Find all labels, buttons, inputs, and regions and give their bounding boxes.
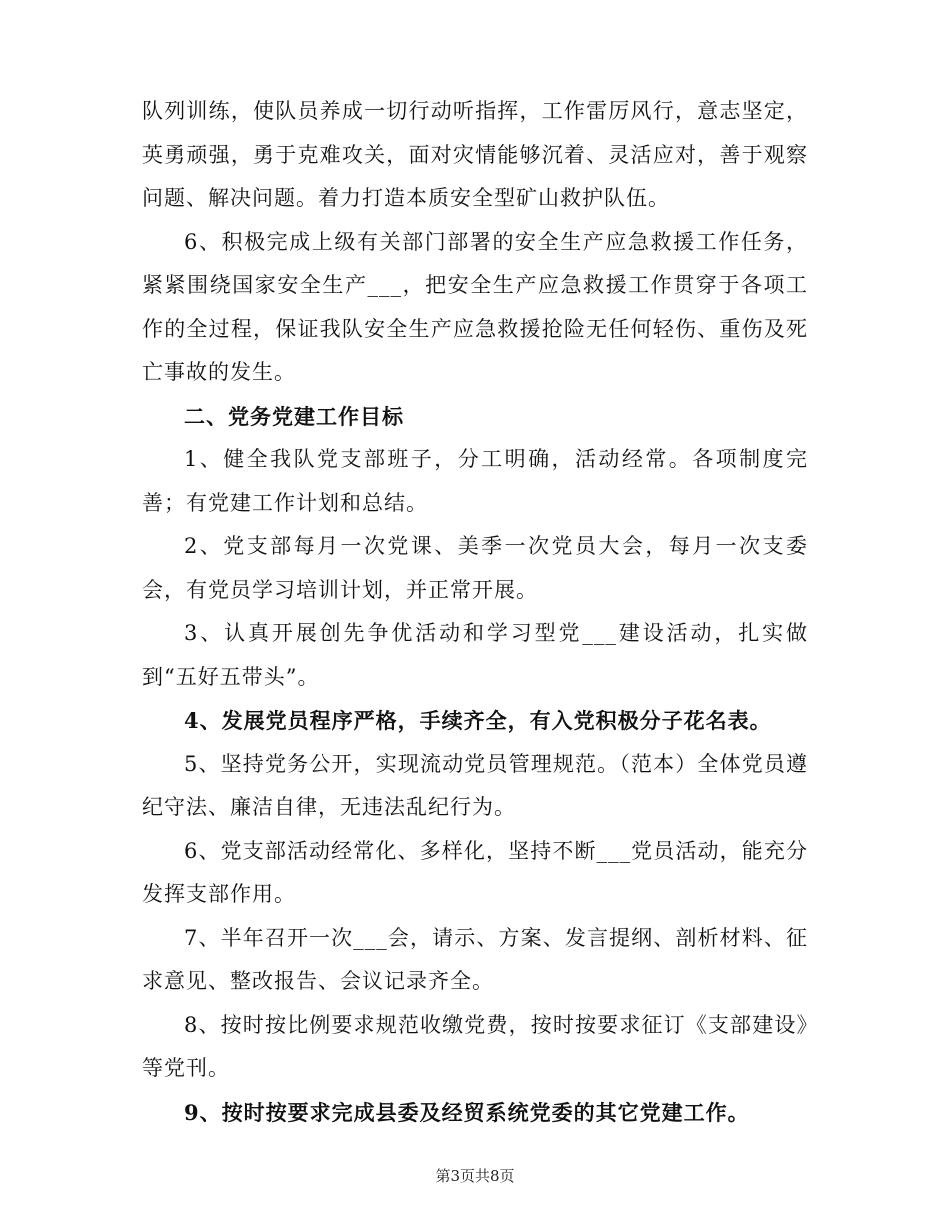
paragraph-7: 5、坚持党务公开，实现流动党员管理规范。（范本）全体党员遵纪守法、廉洁自律，无违法乱纪行为。 — [142, 751, 808, 819]
paragraph-5: 3、认真开展创先争优活动和学习型党___建设活动，扎实做到“五好五带头”。 — [142, 621, 808, 689]
paragraph-4: 2、党支部每月一次党课、美季一次党员大会，每月一次支委会，有党员学习培训计划，并正常开展。 — [142, 534, 808, 602]
page-number: 第3页共8页 — [435, 1167, 515, 1185]
document-body — [142, 90, 808, 1134]
paragraph-1: 6、积极完成上级有关部门部署的安全生产应急救援工作任务，紧紧围绕国家安全生产___，把安全生产应急救援工作贯穿于各项工作的全过程，保证我队安全生产应急救援抢险无任何轻伤、重伤及死亡事故的发生。 — [142, 229, 808, 384]
paragraph-10: 8、按时按比例要求规范收缴党费，按时按要求征订《支部建设》等党刊。 — [142, 1012, 808, 1080]
paragraph-11: 9、按时按要求完成县委及经贸系统党委的其它党建工作。 — [184, 1099, 750, 1125]
section-heading: 二、党务党建工作目标 — [184, 403, 404, 429]
paragraph-8: 6、党支部活动经常化、多样化，坚持不断___党员活动，能充分发挥支部作用。 — [142, 838, 808, 906]
paragraph-6: 4、发展党员程序严格，手续齐全，有入党积极分子花名表。 — [184, 708, 772, 733]
paragraph-3: 1、健全我队党支部班子，分工明确，活动经常。各项制度完善；有党建工作计划和总结。 — [142, 447, 808, 515]
paragraph-9: 7、半年召开一次___会，请示、方案、发言提纲、剖析材料、征求意见、整改报告、会议记录齐全。 — [142, 925, 808, 993]
paragraph-0: 队列训练，使队员养成一切行动听指挥，工作雷厉风行，意志坚定，英勇顽强，勇于克难攻关，面对灾情能够沉着、灵活应对，善于观察问题、解决问题。着力打造本质安全型矿山救护队伍。 — [142, 99, 808, 210]
